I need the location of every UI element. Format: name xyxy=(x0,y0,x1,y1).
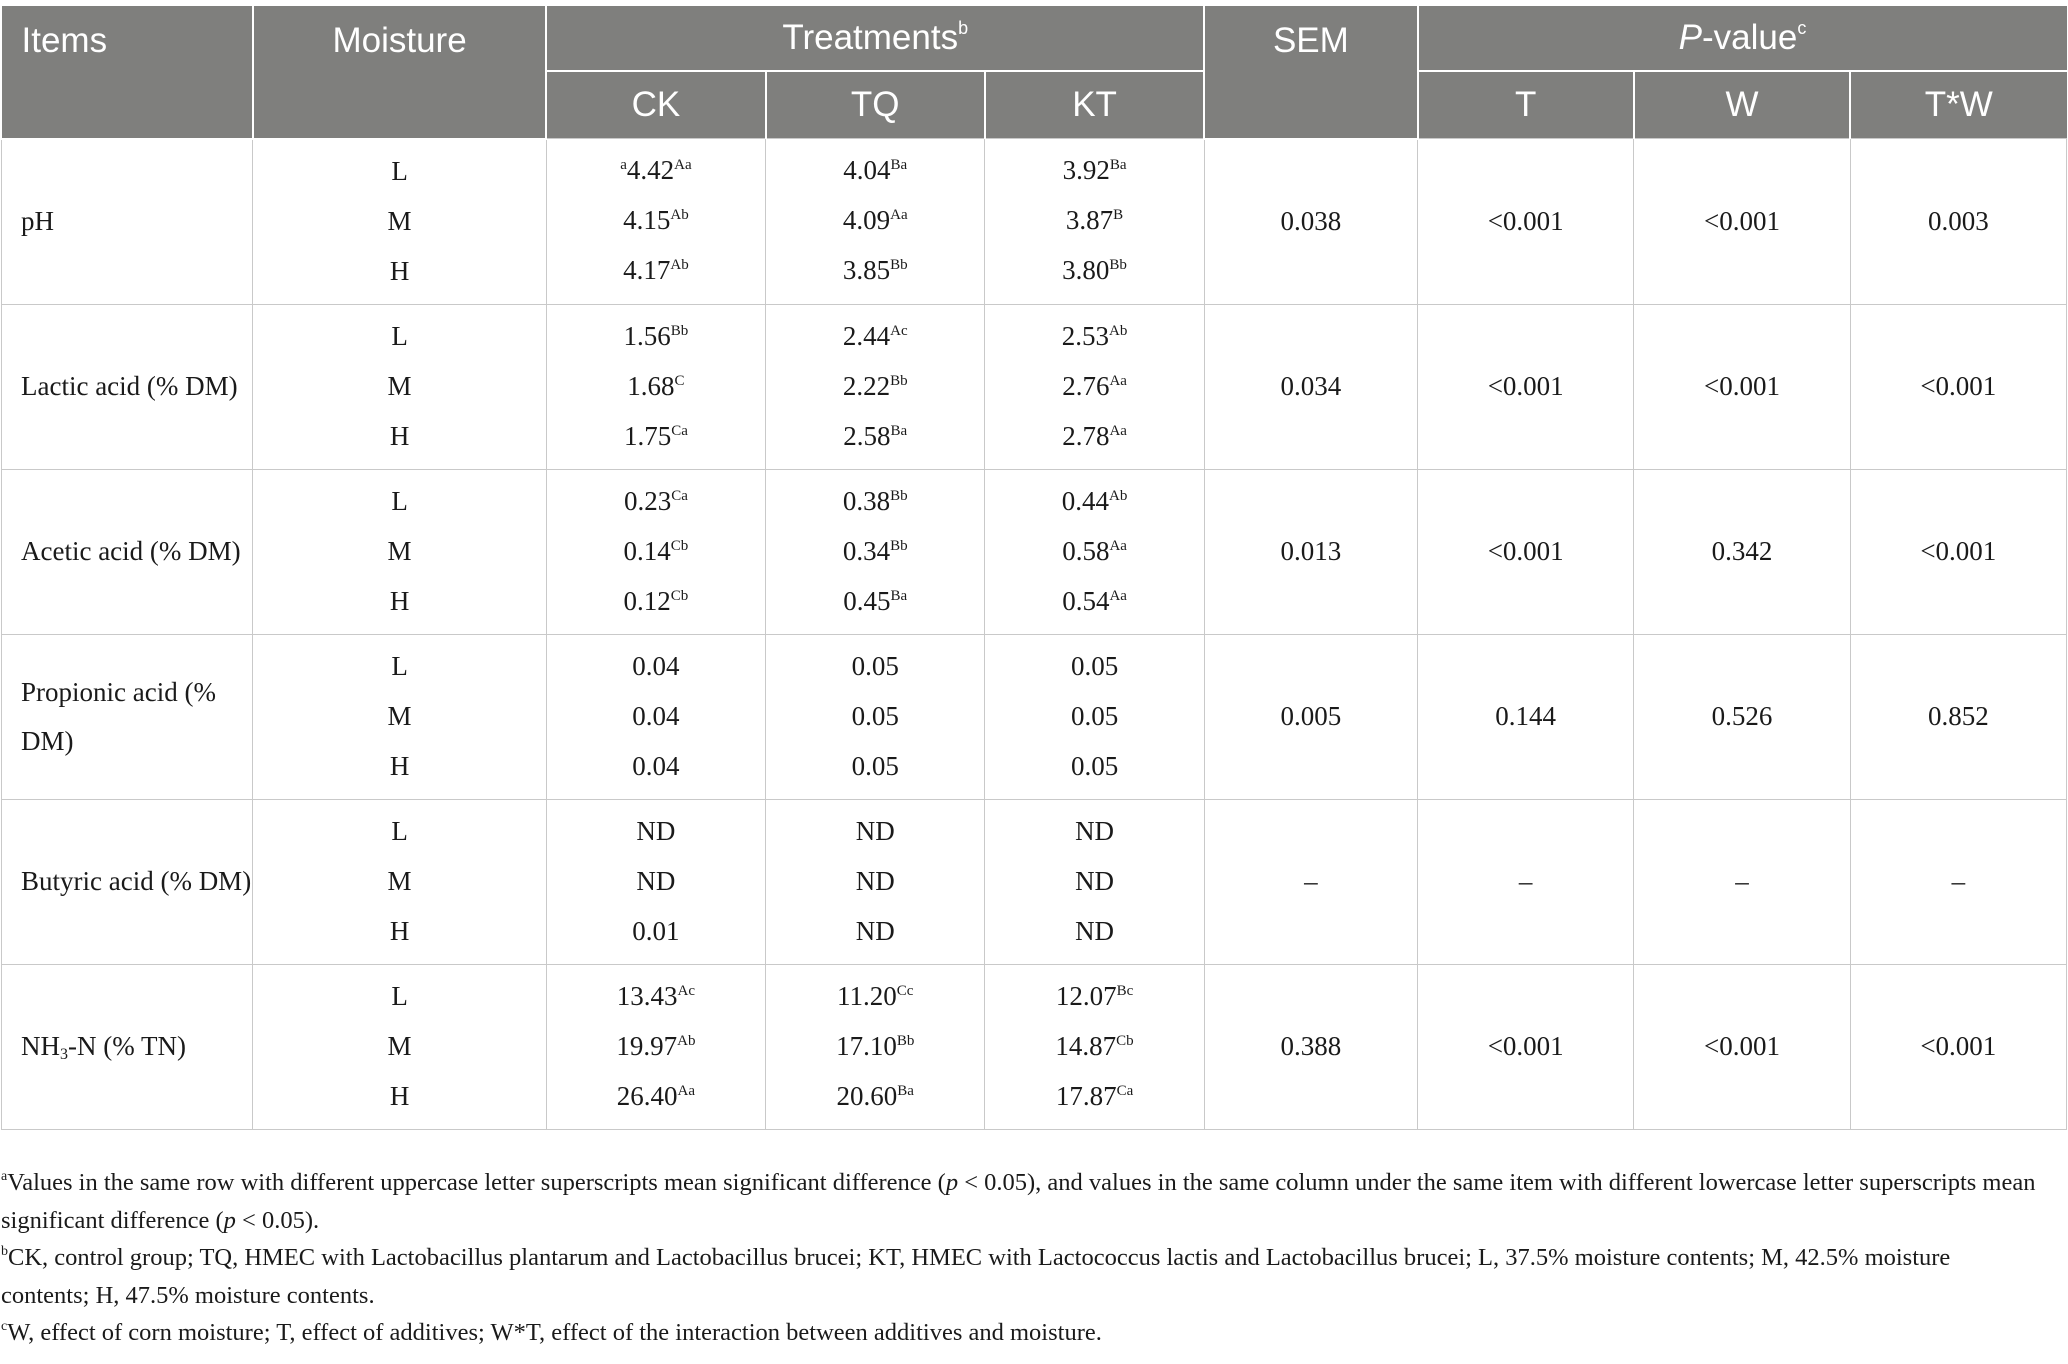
significance-letters: Bc xyxy=(1116,982,1134,999)
table-row xyxy=(2,469,2067,634)
value: ND xyxy=(1075,915,1115,946)
significance-letters: Bb xyxy=(890,257,908,274)
treatment-value xyxy=(985,1021,1203,1071)
significance-letters: Aa xyxy=(1109,537,1127,554)
treatment-value xyxy=(985,971,1203,1021)
treatment-value xyxy=(985,195,1203,245)
sem-value-cell: 0.038 xyxy=(1204,139,1417,305)
value: 0.05 xyxy=(1070,650,1119,681)
tw-value-cell: <0.001 xyxy=(1850,964,2066,1129)
value: 17.87 xyxy=(1055,1080,1117,1111)
value: 0.12 xyxy=(623,585,671,616)
value: 4.09 xyxy=(842,205,891,236)
significance-letters: Bb xyxy=(896,1032,915,1049)
value: 2.22 xyxy=(842,370,891,401)
item-label: Lactic acid (% DM) xyxy=(21,371,238,401)
header-kt xyxy=(985,71,1204,139)
value: 1.75 xyxy=(623,420,672,451)
t-value-cell: <0.001 xyxy=(1418,964,1634,1129)
treatment-tq-cell xyxy=(766,634,985,799)
significance-letters: Cb xyxy=(670,537,689,554)
treatment-value xyxy=(766,526,984,576)
item-cell xyxy=(2,634,253,799)
significance-letters: Bb xyxy=(1109,257,1127,274)
value: 1.56 xyxy=(623,320,671,351)
significance-letters: Aa xyxy=(1109,372,1127,389)
value: 2.44 xyxy=(842,320,891,351)
header-pvalue xyxy=(1418,6,2067,71)
treatment-value xyxy=(766,245,984,295)
treatment-value xyxy=(766,361,984,411)
value: ND xyxy=(855,865,895,896)
significance-letters: Ab xyxy=(677,1032,696,1049)
item-label: NH xyxy=(21,1031,60,1061)
significance-letters: Ab xyxy=(1109,322,1128,339)
footnote-a-text: < 0.05), and values in the same column under the same item with different lowercase letter superscripts mean significant difference ( xyxy=(1,1169,2036,1234)
footnote-a-text: Values in the same row with different uppercase letter superscripts mean significant difference ( xyxy=(7,1169,946,1196)
value: 11.20 xyxy=(837,980,897,1011)
header-sem-label: SEM xyxy=(1272,21,1349,60)
treatment-kt-cell xyxy=(985,634,1204,799)
treatment-tq-cell xyxy=(766,304,985,469)
treatment-kt-cell xyxy=(985,139,1204,305)
header-tw-label: T*W xyxy=(1924,85,1993,124)
treatment-value xyxy=(547,361,765,411)
treatment-value xyxy=(547,245,765,295)
footnote-a-mark: a xyxy=(1,1169,8,1184)
treatment-ck-cell xyxy=(546,304,765,469)
value: 4.42 xyxy=(626,155,675,186)
value: 0.05 xyxy=(1070,700,1119,731)
significance-letters: Bb xyxy=(890,537,908,554)
treatment-value xyxy=(766,971,984,1021)
header-moisture xyxy=(253,6,546,139)
value: 0.58 xyxy=(1062,535,1110,566)
footnote-c-text: W, effect of corn moisture; T, effect of additives; W*T, effect of the interaction between additives and moisture. xyxy=(7,1319,1102,1346)
treatment-tq-cell xyxy=(766,799,985,964)
treatment-value xyxy=(547,1021,765,1071)
treatment-value xyxy=(766,856,984,906)
header-w-label: W xyxy=(1725,85,1759,124)
value: 2.53 xyxy=(1061,320,1110,351)
value: 0.05 xyxy=(851,700,899,731)
moisture-level: L xyxy=(391,155,408,186)
significance-letters: B xyxy=(1113,207,1124,224)
footnote-b xyxy=(1,1239,2041,1314)
moisture-level: M xyxy=(387,205,412,236)
significance-letters: C xyxy=(674,372,685,389)
treatment-kt-cell xyxy=(985,304,1204,469)
header-tq-label: TQ xyxy=(850,85,900,124)
moisture-cell xyxy=(253,634,546,799)
treatment-value xyxy=(985,906,1203,956)
significance-letters: Ac xyxy=(890,322,908,339)
footnote-a xyxy=(1,1164,2041,1239)
treatment-value xyxy=(985,526,1203,576)
value: 0.05 xyxy=(1070,750,1119,781)
footnote-a-p: p xyxy=(945,1169,959,1196)
value: 0.45 xyxy=(843,585,891,616)
header-kt-label: KT xyxy=(1072,85,1117,124)
header-ck-label: CK xyxy=(631,85,681,124)
significance-letters: Cc xyxy=(896,982,914,999)
treatment-ck-cell xyxy=(546,469,765,634)
value: 13.43 xyxy=(616,980,678,1011)
treatment-value xyxy=(985,145,1203,195)
value: ND xyxy=(855,815,895,846)
significance-letters: Aa xyxy=(677,1082,696,1099)
tw-value-cell: – xyxy=(1850,799,2066,964)
treatment-value xyxy=(985,411,1203,461)
header-tw xyxy=(1850,71,2066,139)
value: 0.34 xyxy=(842,535,891,566)
treatment-tq-cell xyxy=(766,139,985,305)
treatment-value xyxy=(766,691,984,741)
w-value-cell: – xyxy=(1634,799,1850,964)
sem-value-cell: – xyxy=(1204,799,1417,964)
treatment-value xyxy=(547,195,765,245)
treatment-value xyxy=(547,576,765,626)
value: 3.87 xyxy=(1065,205,1114,236)
value: ND xyxy=(1075,815,1115,846)
moisture-level: L xyxy=(391,980,408,1011)
significance-letters: Ab xyxy=(670,257,689,274)
table-body xyxy=(2,139,2067,1130)
value: 17.10 xyxy=(836,1030,897,1061)
moisture-level: H xyxy=(389,255,410,286)
treatment-value xyxy=(985,691,1203,741)
footnote-a-p: p xyxy=(223,1206,236,1234)
significance-letters: Ca xyxy=(671,422,688,439)
value: 0.14 xyxy=(623,535,671,566)
treatment-tq-cell xyxy=(766,469,985,634)
footnote-b-mark: b xyxy=(1,1244,8,1259)
footnotes xyxy=(1,1164,2041,1352)
footnote-b-text: CK, control group; TQ, HMEC with Lactobacillus plantarum and Lactobacillus brucei; KT, HMEC with Lactococcus lactis and Lactobacillus brucei; L, 37.5% moisture contents; M, 42.5% moisture contents; H, 47.5% moisture contents. xyxy=(1,1244,1951,1309)
table-row xyxy=(2,799,2067,964)
treatment-value xyxy=(985,641,1203,691)
t-value-cell: 0.144 xyxy=(1418,634,1634,799)
treatment-value xyxy=(766,806,984,856)
treatment-value xyxy=(985,361,1203,411)
value: 0.04 xyxy=(632,700,680,731)
w-value-cell: <0.001 xyxy=(1634,304,1850,469)
treatment-value xyxy=(766,476,984,526)
significance-letters: Bb xyxy=(670,322,689,339)
moisture-level: H xyxy=(389,915,410,946)
value: 12.07 xyxy=(1055,980,1117,1011)
item-label-rest: -N (% TN) xyxy=(68,1031,186,1061)
treatment-value xyxy=(547,906,765,956)
value: 0.05 xyxy=(851,750,899,781)
moisture-level: H xyxy=(389,750,410,781)
significance-letters: Ac xyxy=(677,982,696,999)
sem-value-cell: 0.005 xyxy=(1204,634,1417,799)
treatment-value xyxy=(766,741,984,791)
moisture-cell xyxy=(253,139,546,305)
table-container xyxy=(1,6,2067,1130)
header-t xyxy=(1418,71,1634,139)
moisture-level: H xyxy=(389,585,410,616)
value: ND xyxy=(855,915,895,946)
treatment-value xyxy=(766,1071,984,1121)
significance-letters: Aa xyxy=(1109,422,1127,439)
header-w xyxy=(1634,71,1850,139)
moisture-cell xyxy=(253,799,546,964)
tw-value-cell: <0.001 xyxy=(1850,469,2066,634)
value: 0.38 xyxy=(842,485,891,516)
tw-value-cell: <0.001 xyxy=(1850,304,2066,469)
treatment-value xyxy=(766,1021,984,1071)
table-header xyxy=(2,6,2067,139)
treatment-value xyxy=(985,856,1203,906)
moisture-cell xyxy=(253,469,546,634)
significance-letters: Aa xyxy=(1109,587,1127,604)
significance-letters: Bb xyxy=(890,372,908,389)
treatment-value xyxy=(547,641,765,691)
header-items-label: Items xyxy=(21,21,108,60)
value: ND xyxy=(636,815,676,846)
significance-letters: Ab xyxy=(1109,487,1128,504)
treatment-value xyxy=(766,195,984,245)
value: ND xyxy=(1075,865,1115,896)
table-row xyxy=(2,139,2067,305)
treatment-value xyxy=(547,741,765,791)
treatment-value xyxy=(766,576,984,626)
tw-value-cell: 0.852 xyxy=(1850,634,2066,799)
value: 20.60 xyxy=(836,1080,898,1111)
value: 4.04 xyxy=(843,155,891,186)
treatment-value xyxy=(547,526,765,576)
treatment-ck-cell xyxy=(546,139,765,305)
moisture-level: L xyxy=(391,485,408,516)
table-row xyxy=(2,304,2067,469)
treatment-ck-cell xyxy=(546,799,765,964)
significance-letters: Ca xyxy=(1116,1082,1134,1099)
header-t-label: T xyxy=(1514,85,1537,124)
treatment-value xyxy=(766,411,984,461)
moisture-level: M xyxy=(387,370,412,401)
value: 0.44 xyxy=(1061,485,1110,516)
significance-letters: Cb xyxy=(670,587,689,604)
results-table xyxy=(1,6,2067,1130)
header-pvalue-label: -value xyxy=(1702,18,1798,57)
header-sem xyxy=(1204,6,1417,139)
treatment-value xyxy=(766,906,984,956)
value: 0.04 xyxy=(632,650,680,681)
significance-letters: Ab xyxy=(670,207,689,224)
t-value-cell: <0.001 xyxy=(1418,469,1634,634)
header-tq xyxy=(766,71,985,139)
header-pvalue-italic: P xyxy=(1678,18,1703,57)
value: 0.23 xyxy=(623,485,672,516)
significance-letters: Ba xyxy=(890,587,908,604)
treatment-value xyxy=(547,476,765,526)
value: 0.54 xyxy=(1062,585,1110,616)
header-moisture-label: Moisture xyxy=(332,21,467,60)
t-value-cell: <0.001 xyxy=(1418,304,1634,469)
footnote-mark: a xyxy=(620,157,627,174)
treatment-value xyxy=(766,145,984,195)
footnote-c xyxy=(1,1314,2041,1352)
item-cell xyxy=(2,964,253,1129)
treatment-kt-cell xyxy=(985,469,1204,634)
treatment-kt-cell xyxy=(985,799,1204,964)
w-value-cell: <0.001 xyxy=(1634,964,1850,1129)
value: 2.76 xyxy=(1062,370,1110,401)
value: 0.05 xyxy=(851,650,899,681)
moisture-level: L xyxy=(391,815,408,846)
moisture-cell xyxy=(253,964,546,1129)
header-pvalue-footnote-mark: c xyxy=(1797,18,1807,38)
t-value-cell: – xyxy=(1418,799,1634,964)
value: 2.78 xyxy=(1062,420,1110,451)
value: 4.15 xyxy=(623,205,671,236)
treatment-value xyxy=(985,311,1203,361)
significance-letters: Aa xyxy=(674,157,692,174)
item-label: Acetic acid (% DM) xyxy=(21,536,241,566)
moisture-level: L xyxy=(391,650,408,681)
value: 3.85 xyxy=(842,255,891,286)
w-value-cell: <0.001 xyxy=(1634,139,1850,305)
sem-value-cell: 0.034 xyxy=(1204,304,1417,469)
item-cell xyxy=(2,469,253,634)
moisture-level: M xyxy=(387,700,412,731)
treatment-value xyxy=(547,1071,765,1121)
treatment-value xyxy=(766,641,984,691)
header-items xyxy=(2,6,253,139)
table-row xyxy=(2,964,2067,1129)
significance-letters: Ba xyxy=(1109,157,1127,174)
tw-value-cell: 0.003 xyxy=(1850,139,2066,305)
sem-value-cell: 0.013 xyxy=(1204,469,1417,634)
footnote-c-mark: c xyxy=(1,1319,8,1334)
item-cell xyxy=(2,304,253,469)
treatment-value xyxy=(985,741,1203,791)
item-label: pH xyxy=(21,206,54,236)
moisture-cell xyxy=(253,304,546,469)
treatment-value xyxy=(766,311,984,361)
moisture-level: H xyxy=(389,420,410,451)
w-value-cell: 0.526 xyxy=(1634,634,1850,799)
significance-letters: Ca xyxy=(671,487,688,504)
value: 2.58 xyxy=(843,420,891,451)
treatment-value xyxy=(547,856,765,906)
moisture-level: M xyxy=(387,1030,412,1061)
value: 0.01 xyxy=(632,915,680,946)
treatment-kt-cell xyxy=(985,964,1204,1129)
moisture-level: H xyxy=(389,1080,410,1111)
value: 26.40 xyxy=(616,1080,678,1111)
significance-letters: Ba xyxy=(897,1082,914,1099)
moisture-level: M xyxy=(387,865,412,896)
value: 4.17 xyxy=(623,255,671,286)
header-treatments xyxy=(546,6,1204,71)
treatment-value xyxy=(547,145,765,195)
treatment-tq-cell xyxy=(766,964,985,1129)
value: 0.04 xyxy=(632,750,680,781)
item-subscript: 3 xyxy=(60,1046,68,1063)
treatment-ck-cell xyxy=(546,634,765,799)
treatment-ck-cell xyxy=(546,964,765,1129)
moisture-level: L xyxy=(391,320,408,351)
value: 3.80 xyxy=(1062,255,1110,286)
value: 19.97 xyxy=(616,1030,678,1061)
treatment-value xyxy=(985,576,1203,626)
moisture-level: M xyxy=(387,535,412,566)
sem-value-cell: 0.388 xyxy=(1204,964,1417,1129)
header-ck xyxy=(546,71,765,139)
treatment-value xyxy=(547,691,765,741)
significance-letters: Cb xyxy=(1116,1032,1134,1049)
significance-letters: Aa xyxy=(890,207,908,224)
value: 3.92 xyxy=(1062,155,1110,186)
item-label: Butyric acid (% DM) xyxy=(21,866,252,896)
item-cell xyxy=(2,139,253,305)
significance-letters: Ba xyxy=(890,157,908,174)
w-value-cell: 0.342 xyxy=(1634,469,1850,634)
treatment-value xyxy=(547,311,765,361)
value: 1.68 xyxy=(627,370,675,401)
t-value-cell: <0.001 xyxy=(1418,139,1634,305)
significance-letters: Ba xyxy=(890,422,908,439)
header-treatments-label: Treatments xyxy=(782,18,959,57)
treatment-value xyxy=(985,806,1203,856)
treatment-value xyxy=(547,971,765,1021)
treatment-value xyxy=(985,245,1203,295)
treatment-value xyxy=(985,1071,1203,1121)
treatment-value xyxy=(985,476,1203,526)
value: ND xyxy=(636,865,676,896)
value: 14.87 xyxy=(1055,1030,1117,1061)
footnote-a-text: < 0.05). xyxy=(235,1206,320,1234)
significance-letters: Bb xyxy=(890,487,908,504)
treatment-value xyxy=(547,411,765,461)
treatment-value xyxy=(547,806,765,856)
header-treatments-footnote-mark: b xyxy=(958,18,969,38)
item-cell xyxy=(2,799,253,964)
table-row xyxy=(2,634,2067,799)
item-label: Propionic acid (% DM) xyxy=(21,676,216,756)
